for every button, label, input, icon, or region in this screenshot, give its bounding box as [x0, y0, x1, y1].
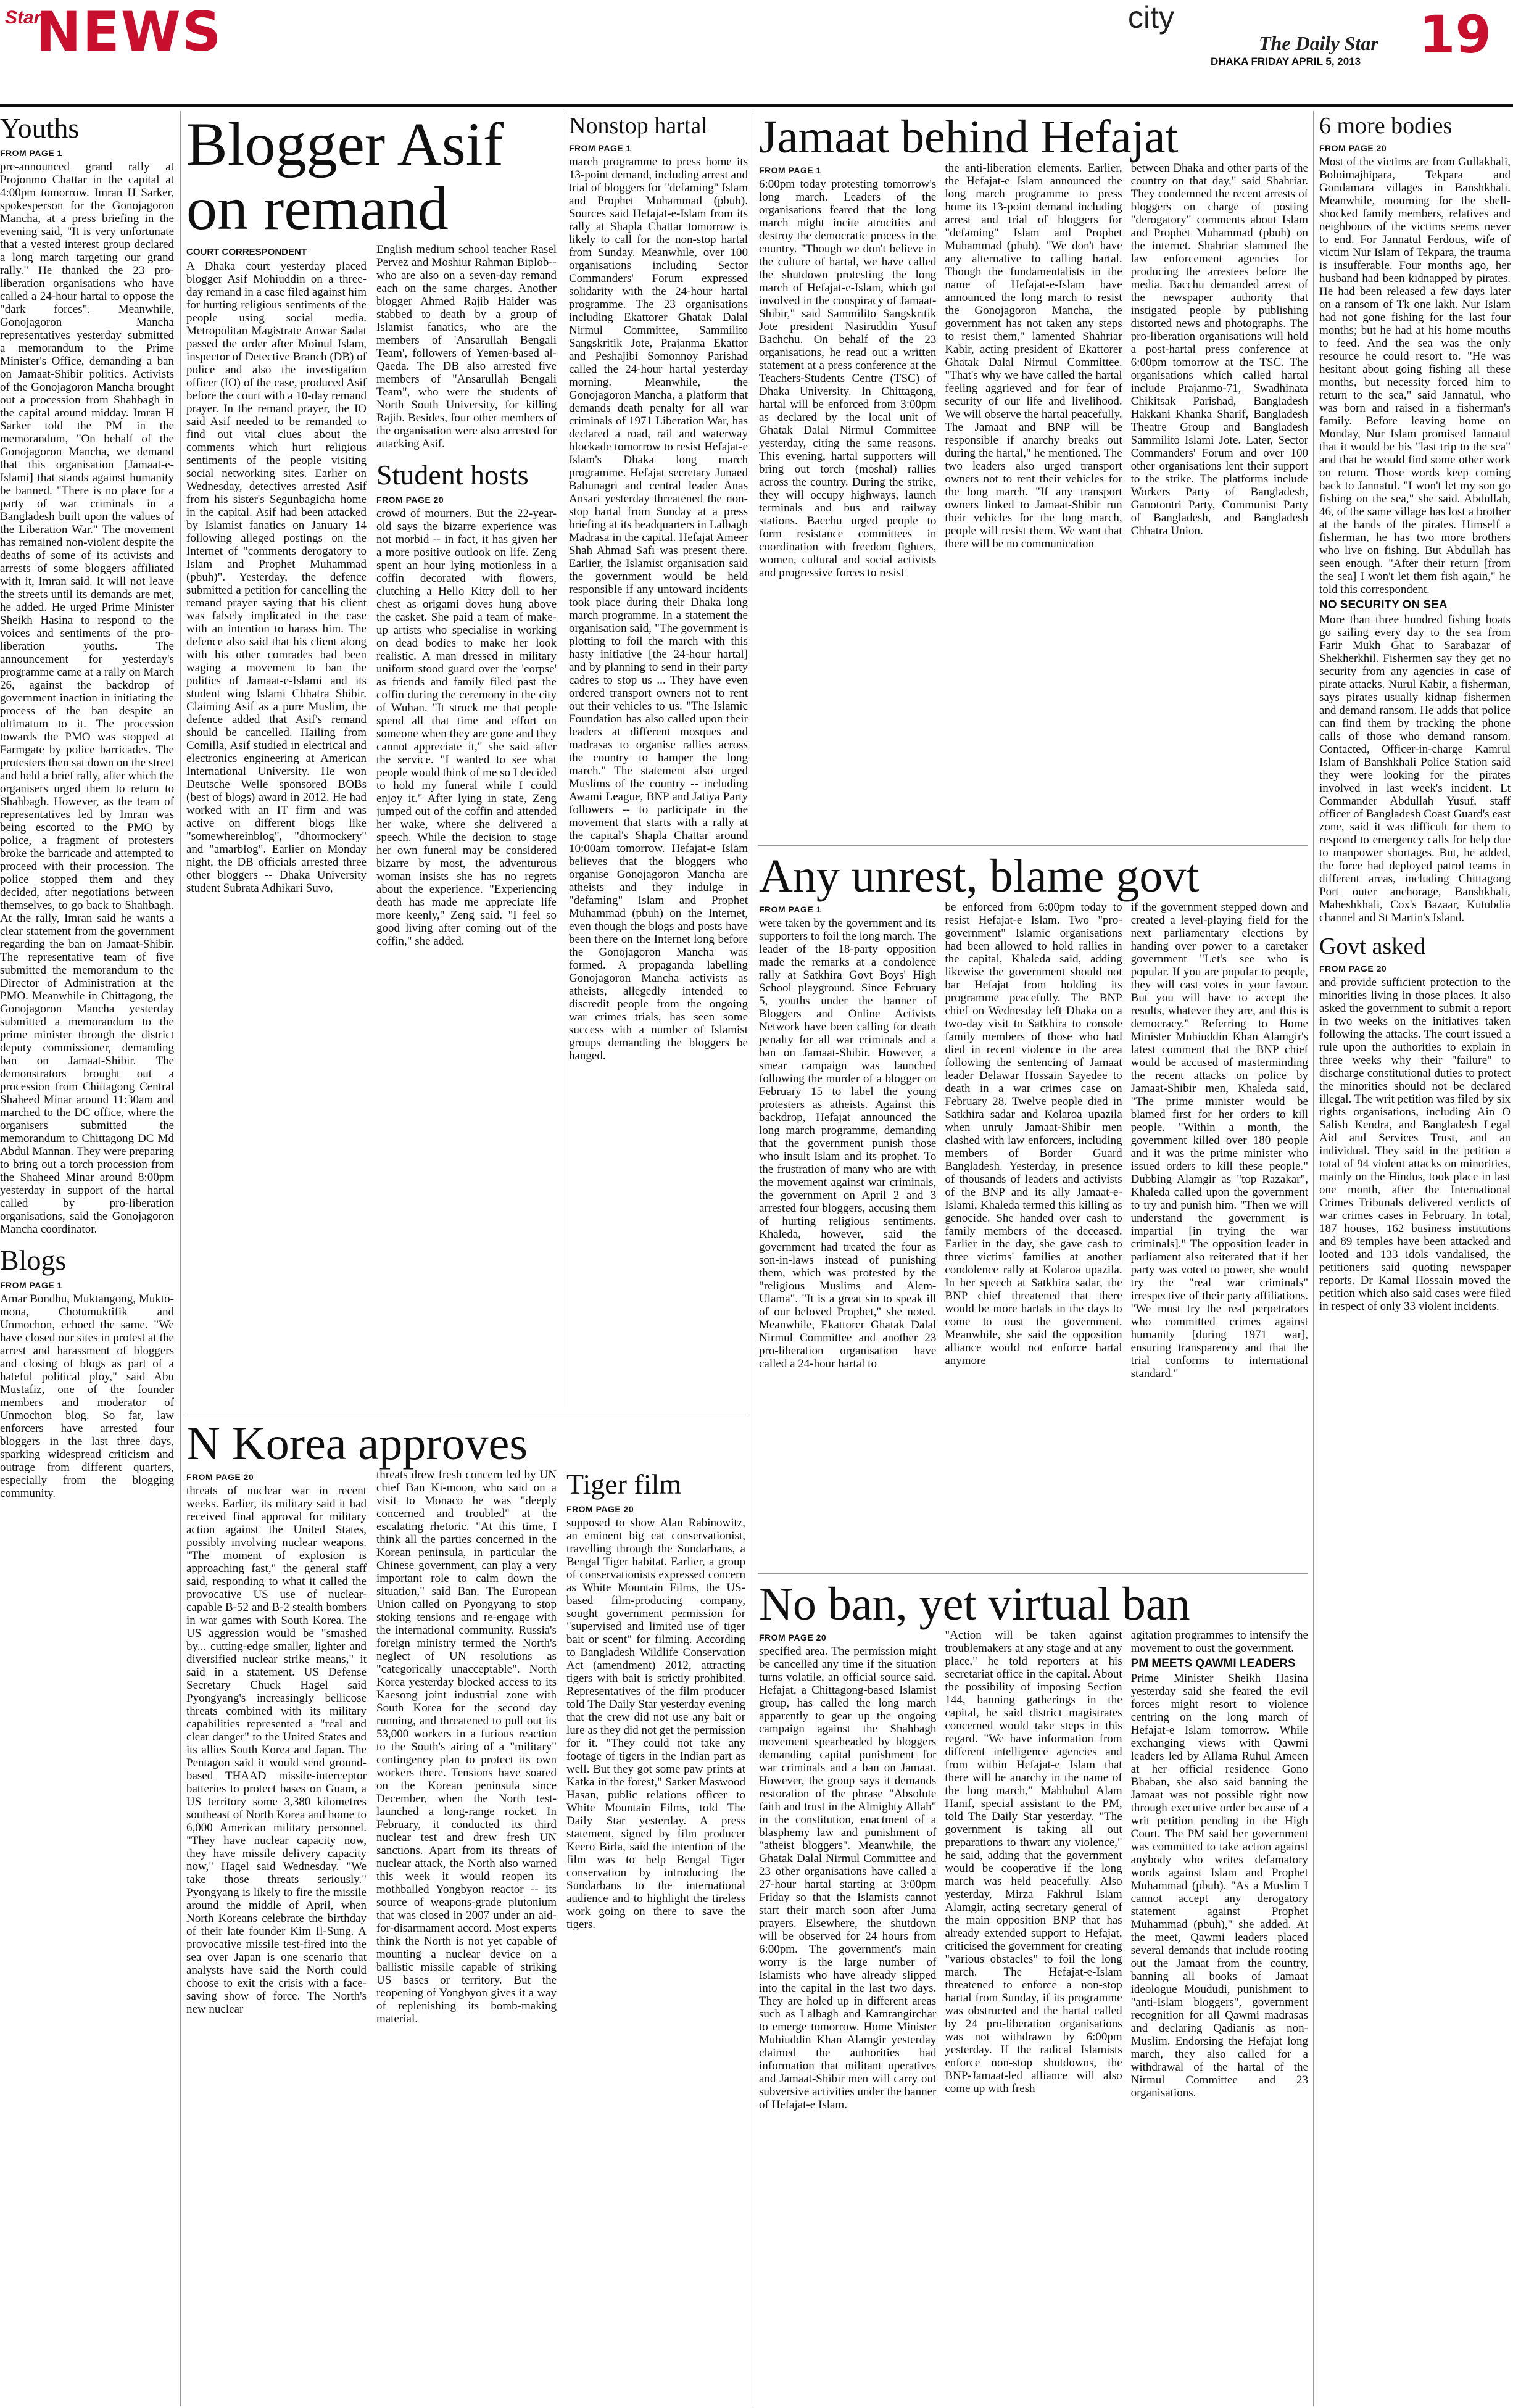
article-headline: N Korea approves	[186, 1419, 528, 1470]
article-headline: Blogs	[0, 1244, 67, 1276]
article-body: between Dhaka and other parts of the country on that day," said Shahriar. They condemned the recent arrests of bloggers on charge of posting "derogatory" comments about Islam and Prophet Muhammad (pbuh) on the internet. Shahriar slammed the law enforcement agencies for producing the arrestees before the media. Bacchu demanded arrest of the newspaper authority that instigated people by publishing distorted news and photographs. The pro-liberation organisations will hold a post-hartal press conference at 6:00pm tomorrow at the TSC. The organisations which called hartal include Prajanmo-71, Swadhinata Chikitsak Parishad, Bangladesh Hakkani Khanka Sharif, Bangladesh Theatre Group and Bangladesh Sammilito Islami Jote. Later, Sector Commanders' Forum and over 100 other organisations lent their support to the strike. The platforms include Workers Party of Bangladesh, Ganotontri Party, Communist Party of Bangladesh, and Bangladesh Chhatra Union.	[1130, 162, 1308, 537]
jamaat-article	[759, 112, 1308, 843]
article-body: threats drew fresh concern led by UN chief Ban Ki-moon, who said on a visit to Monaco he was "deeply concerned and troubled" at the escalating rhetoric. "At this time, I think all the parties concerned in the Korean peninsula, in particular the Chinese government, can play a very important role to calm down the situation," said Ban. The European Union called on Pyongyang to stop stoking tensions and re-engage with the international community. Russia's foreign ministry termed the North's neglect of UN resolutions as "categorically unacceptable". North Korea yesterday blocked access to its Kaesong joint industrial zone with South Korea for the second day running, and threatened to pull out its 53,000 workers in a furious reaction to the South's airing of a "military" contingency plan to protect its own workers there. Tensions have soared on the Korean peninsula since December, when the North test-launched a long-range rocket. In February, it conducted its third nuclear test and drew fresh UN sanctions. Apart from its threats of nuclear attack, the North also warned this week it would reopen its mothballed Yongbyon reactor -- its source of weapons-grade plutonium that was closed in 2007 under an aid-for-disarmament accord. Most experts think the North is not yet capable of mounting a nuclear device on a ballistic missile capable of striking US bases or territory. But the reopening of Yongbyon gives it a way of replenishing its bomb-making material.	[376, 1468, 557, 2025]
section-divider	[758, 1573, 1308, 1574]
article-body: agitation programmes to intensify the movement to oust the government.	[1130, 1629, 1308, 1655]
virtual-ban-article	[759, 1579, 1308, 2406]
page-number: 19	[1419, 4, 1491, 65]
article-body: Amar Bondhu, Muktangong, Mukto-mona, Chotumuktifik and Unmochon, echoed the same. "We have closed our sites in protest at the arrest and harassment of bloggers and closing of blogs as part of a hateful political ploy," said Abu Mustafiz, one of the founder members and moderator of Unmochon blog. So far, law enforcers have arrested four bloggers in the last three days, sparking widespread criticism and outrage from different quarters, especially from the blogging community.	[0, 1293, 174, 1500]
jump-label: FROM PAGE 1	[759, 165, 821, 175]
article-headline: Any unrest, blame govt	[759, 851, 1200, 902]
column-divider	[1313, 111, 1314, 2406]
subheading: PM MEETS QAWMI LEADERS	[1130, 1657, 1296, 1670]
article-body: Most of the victims are from Gullakhali, Boloimajhipara, Tekpara and Gondamara villages in Banshkhali. Meanwhile, mourning for the shell-shocked family members, relatives and neighbours of the victims seems never to end. For Jannatul Ferdous, wife of victim Nur Islam of Tekpara, the trauma is insufferable. Four months ago, her husband had been kidnapped by pirates. He had been released a few days later on a ransom of Tk one lakh. Nur Islam had not gone fishing for the last four months; but he had at his home mouths to feed. And the sea was the only resource he could resort to. "He was hesitant about going fishing all these months, but necessity forced him to return to the sea," said Jannatul, who was born and raised in a fisherman's family. Before leaving home on Monday, Nur Islam promised Jannatul that it would be his "last trip to the sea" and that he would find some other work on return. Those words keep coming back to Jannatul. "I won't let my son go fishing on the sea," she said. Abdullah, 46, of the same village has lost a brother at the hands of the pirates. Himself a fisherman, he has two more brothers who live on fishing. But Abdullah has seen enough. "After their return [from the sea] I won't let them fish again," he told this correspondent.	[1319, 155, 1511, 596]
dateline: DHAKA FRIDAY APRIL 5, 2013	[1211, 56, 1361, 67]
article-body: and provide sufficient protection to the minorities living in those places. It also asked the government to submit a report in two weeks on the initiatives taken following the attacks. The court issued a rule upon the authorities to explain in three weeks why their "failure" to discharge constitutional duties to protect the minorities should not be declared illegal. The writ petition was filed by six rights organisations, including Ain O Salish Kendra, and Bangladesh Legal Aid and Services Trust, and an individual. They said in the petition a total of 94 violent attacks on minorities, mainly on the Hindus, took place in last one month, after the International Crimes Tribunals delivered verdicts of war crimes cases in February. In total, 187 houses, 162 business institutions and 89 temples have been attacked and looted and 133 idols vandalised, the petitioners said quoting newspaper reports. Dr Kamal Hossain moved the petition which also said cases were filed in respect of only 33 violent incidents.	[1319, 976, 1511, 1313]
article-body: English medium school teacher Rasel Pervez and Moshiur Rahman Biplob-- who are also on a seven-day remand each on the same charges. Another blogger Ahmed Rajib Haider was stabbed to death by a group of Islamist fanatics, who are the members of 'Ansarullah Bengali Team', followers of Yemen-based al-Qaeda. The DB also arrested five members of "Ansarullah Bengali Team", who were the students of North South University, for killing Rajib. Besides, four other members of the organisation were also arrested for attacking Asif.	[376, 243, 557, 450]
article-headline: Youths	[0, 112, 80, 144]
article-body: More than three hundred fishing boats go sailing every day to the sea from Farir Mukh Ghat to Sarabazar of Shekherkhil. Fishermen say they get no security from any agencies in case of pirate attacks. Nurul Kabir, a fisherman, says pirates usually kidnap fishermen and demand ransom. He adds that police can find them by tracking the phone calls of those who demand ransom. Contacted, Officer-in-charge Kamrul Islam of Banshkhali Police Station said they were looking for the pirates involved in last week's incident. Lt Commander Abdullah Yusuf, staff officer of Bangladesh Coast Guard's east zone, said it was difficult for them to respond to emergency calls for help due to manpower shortages. But, he added, the force had deployed patrol teams in different areas, including Chittagong Port outer anchorage, Banshkhali, Maheshkhali, Cox's Bazaar, Kutubdia channel and St Martin's Island.	[1319, 613, 1511, 924]
jump-label: FROM PAGE 20	[759, 1632, 827, 1642]
asif-article	[186, 112, 557, 1408]
subheading: NO SECURITY ON SEA	[1319, 598, 1448, 611]
article-body: march programme to press home its 13-point demand, including arrest and trial of bloggers for "defaming" Islam and Prophet Muhammad (pbuh). Sources said Hefajat-e-Islam from its rally at Shapla Chattar tomorrow is likely to call for the non-stop hartal from Sunday. Meanwhile, over 100 organisations including Sector Commanders' Forum expressed solidarity with the 24-hour hartal programme. The 23 organisations including Ekattorer Ghatak Dalal Nirmul Committee, Sammilito Sangskritik Jote, Prajanma Ekattor and Peshajibi Somonnoy Parishad called the 24-hour hartal yesterday morning. Meanwhile, the Gonojagoron Mancha, a platform that demands death penalty for all war criminals of 1971 Liberation War, has declared a road, rail and waterway blockade tomorrow to resist Hefajat-e Islam's Dhaka long march programme. Hefajat secretary Junaed Babunagri and central leader Anas Ansari yesterday threatened the non-stop hartal from Sunday at a press briefing at its headquarters in Lalbagh Madrasa in the capital. Hefajat Ameer Shah Ahmad Safi was present there. Earlier, the Islamist organisation said the government would be held responsible if any untoward incidents took place during their Dhaka long march programme. In a statement the organisation said, "The government is plotting to foil the march with this hasty initiative [the 24-hour hartal] and by planning to send in their party cadres to stop us ... They have even ordered transport owners not to rent out their vehicles to us. "The Islamic Foundation has also called upon their leaders at different mosques and madrasas to organise rallies across the country to hamper the long march." The statement also urged Muslims of the country -- including Awami League, BNP and Jatiya Party followers -- to participate in the movement that starts with a rally at the capital's Shapla Chattar around 10:00am tomorrow. Hefajat-e Islam believes that the bloggers who organise Gonojagoron Mancha are atheists and they indulge in "defaming" Islam and Prophet Muhammad (pbuh) on the Internet, even though the blogs and posts have been there on the Internet long before the Gonojagoron Mancha was formed. A propaganda labelling Gonojagoron Mancha activists as atheists, allegedly intended to discredit people from the ongoing war crimes trials, has seen some success with a number of Islamist groups demanding the bloggers be hanged.	[569, 155, 748, 1062]
article-body: pre-announced grand rally at Projonmo Chattar in the capital at 4:00pm tomorrow. Imran H Sarker, spokesperson for the Gonojagoron Mancha, at a press briefing in the evening said, "It is very unfortunate that a vested interest group declared a long march targeting our grand rally." He thanked the 23 pro-liberation organisations who have called a 24-hour hartal to oppose the "dark forces". Meanwhile, Gonojagoron Mancha representatives yesterday submitted a memorandum to the Prime Minister's Office, demanding a ban on Jamaat-Shibir politics. Activists of the Gonojagoron Mancha brought out a procession from Shahbagh in the capital around midday. Imran H Sarker told the PM in the memorandum, "On behalf of the Gonojagoron Mancha, we demand that this organisation [Jamaat-e-Islami] that stands against humanity be banned. "There is no place for a party of war criminals in a Bangladesh built upon the values of the Liberation War." The movement has remained non-violent despite the deaths of some of its activists and arrests of some bloggers affiliated with it, Imran said. It will not leave the streets until its demands are met, he added. He urged Prime Minister Sheikh Hasina to respond to the voices and sentiments of the pro-liberation youths. The announcement for yesterday's programme came at a rally on March 26, against the backdrop of government inaction in initiating the process of the ban despite an ultimatum to it. The procession towards the PMO was stopped at Farmgate by police barricades. The protesters then sat down on the street and held a brief rally, after which the organisers urged them to return to Shahbagh. However, as the team of representatives led by Imran was being escorted to the PMO by police, a fragment of protesters broke the barricade and attempted to proceed with their procession. The police stopped them and they decided, after negotiations between themselves, to go back to Shahbagh. At the rally, Imran said he wants a clear statement from the government regarding the ban on Jamaat-Shibir. The representative team of five submitted the memorandum to the Director of Administration at the PMO. Meanwhile in Chittagong, the Gonojagoron Mancha yesterday submitted a memorandum to the prime minister through the district deputy commissioner, demanding ban on Jamaat-Shibir. The demonstrators brought out a procession from Chittagong Central Shaheed Minar around 11:30am and marched to the DC office, where the organisers submitted the memorandum to Chittagong DC Md Abdul Mannan. They were preparing to bring out a torch procession from the Shaheed Minar around 8:00pm yesterday in support of the hartal called by pro-liberation organisations, said the Gonojagoron Mancha coordinator.	[0, 160, 174, 1236]
article-headline: Nonstop hartal	[569, 113, 708, 139]
section-title: NEWS	[36, 0, 223, 64]
city-section-label: city	[1128, 0, 1174, 35]
article-headline: Tiger film	[566, 1468, 682, 1500]
article-headline: No ban, yet virtual ban	[759, 1579, 1190, 1630]
masthead	[0, 0, 1513, 68]
article-headline: Student hosts	[376, 459, 529, 490]
article-body: crowd of mourners. But the 22-year-old says the bizarre experience was not morbid -- in fact, it has given her a more positive outlook on life. Zeng spent an hour lying motionless in a coffin decorated with flowers, clutching a Hello Kitty doll to her chest as origami doves hung above the casket. She paid a team of make-up artists who specialise in working on dead bodies to make her look realistic. A man dressed in military uniform stood guard over the 'corpse' as friends and family filed past the coffin during the ceremony in the city of Wuhan. "It struck me that people spend all that time and effort on someone when they are gone and they cannot appreciate it," she said after the service. "I wanted to see what people would think of me so I decided to hold my funeral while I could enjoy it." After lying in state, Zeng jumped out of the coffin and attended her wake, where she delivered a speech. While the decision to stage her own funeral may be considered bizarre by most, the adventurous woman insists she has no regrets about the experience. "Experiencing death has made me appreciate life more keenly," Zeng said. "I feel so good living after coming out of the coffin," she added.	[376, 507, 557, 948]
article-headline: Jamaat behind Hefajat	[759, 112, 1179, 163]
jump-label: FROM PAGE 20	[376, 495, 444, 505]
jump-label: FROM PAGE 20	[1319, 143, 1387, 153]
article-body: were taken by the government and its supporters to foil the long march. The leader of the 18-party opposition made the remarks at a condolence rally at Satkhira Govt Boys' High School playground. Since February 5, youths under the banner of Bloggers and Online Activists Network have been calling for death penalty for all war criminals and a ban on Jamaat-Shibir. However, a smear campaign was launched following the murder of a blogger on February 15 to label the young protesters as atheists. Against this backdrop, Hefajat announced the long march programme, demanding that the government punish those who insult Islam and its prophet. To the frustration of many who are with the movement against war criminals, the government on April 2 and 3 arrested four bloggers, accusing them of hurting religious sentiments. Khaleda, however, said the government had treated the four as son-in-laws instead of punishing them, which was protested by the "religious Muslims and Alem-Ulama". "It is a great sin to speak ill of our beloved Prophet," she noted. Meanwhile, Ekattorer Ghatak Dalal Nirmul Committee and another 23 pro-liberation organisation have called a 24-hour hartal to	[759, 917, 937, 1370]
jump-label: FROM PAGE 20	[186, 1472, 254, 1482]
byline: COURT CORRESPONDENT	[186, 247, 307, 257]
article-headline: Govt asked	[1319, 933, 1426, 959]
article-body: be enforced from 6:00pm today to resist Hefajat-e Islam. Two "pro-government" Islamic organisations had been allowed to hold rallies in the capital, Khaleda said, adding likewise the government should not bar Hefajat from holding its programme peacefully. The BNP chief on Wednesday left Dhaka on a two-day visit to Satkhira to console family members of those who had died in recent violence in the area following the sentencing of Jamaat leader Delawar Hossain Sayedee to death in a war crimes case on February 28. Twelve people died in Satkhira sadar and Kolaroa upazila when unruly Jamaat-Shibir men clashed with law enforcers, including members of Border Guard Bangladesh. Yesterday, in presence of thousands of leaders and activists of the BNP and its ally Jamaat-e-Islami, Khaleda termed this killing as genocide. She handed over cash to family members of the deceased. Earlier in the day, she gave cash to three victims' families at another condolence rally at Kolaroa upazila. In her speech at Satkhira sadar, the BNP chief threatened that there would be more hartals in the days to come to oust the government. Meanwhile, she said the opposition alliance would not enforce hartal anymore	[945, 901, 1122, 1367]
jump-label: FROM PAGE 20	[566, 1504, 634, 1514]
section-divider	[758, 845, 1308, 846]
article-body: supposed to show Alan Rabinowitz, an eminent big cat conservationist, travelling through the Sundarbans, a Bengal Tiger habitat. Earlier, a group of conservationists expressed concern as White Mountain Films, the US-based film-producing company, sought government permission for "supervised and limited use of tiger bait or scent" for filming. According to Bangladesh Wildlife Conservation Act (amendment) 2012, attracting tigers with bait is strictly prohibited. Representatives of the film producer told The Daily Star yesterday evening that the crew did not use any bait or lure as they did not get the permission for it. "They could not take any footage of tigers in the Indian part as well. But they got some paw prints at Katka in the forest," Sarker Maswood Hasan, public relations officer to White Mountain Films, told The Daily Star yesterday. A press statement, signed by film producer Keero Birla, said the intention of the film was to help Bengal Tiger conservation by introducing the Sundarbans to the international audience and to highlight the tireless work going on there to save the tigers.	[566, 1516, 745, 1931]
article-body: Prime Minister Sheikh Hasina yesterday said she feared the evil forces might resort to violence centring on the long march of Hefajat-e Islam tomorrow. While exchanging views with Qawmi leaders led by Allama Ruhul Ameen at her official residence Gono Bhaban, she also said banning the Jamaat was not possible right now through executive order because of a writ petition pending in the High Court. The PM said her government was committed to take action against anybody who writes defamatory words against Islam and Prophet Muhammad (pbuh). "As a Muslim I cannot accept any derogatory statement against Prophet Muhammad (pbuh)," she added. At the meet, Qawmi leaders placed several demands that include rooting out the Jamaat from the country, banning all books of Jamaat ideologue Moududi, punishment to "anti-Islam bloggers", government recognition for all Qawmi madrasas and declaring Qadianis as non-Muslim. Endorsing the Hefajat long march, they also called for a withdrawal of the hartal of the Nirmul Committee and 23 organisations.	[1130, 1672, 1308, 2100]
star-logo: Star	[5, 7, 41, 28]
korea-article	[186, 1419, 748, 2406]
article-headline: 6 more bodies	[1319, 113, 1453, 139]
six-more-bodies-article	[1319, 112, 1511, 2406]
article-body: 6:00pm today protesting tomorrow's long march. Leaders of the organisations feared that the long march might incite atrocities and destroy the democratic process in the country. "Though we don't believe in the culture of hartal, we have called the shutdown protesting the long march of Hefajat-e-Islam, which got involved in the conspiracy of Jamaat-Shibir," said Sammilito Sangskritik Jote president Nasiruddin Yusuf Bachchu. On behalf of the 23 organisations, he read out a written statement at a press conference at the Teachers-Students Centre (TSC) of Dhaka University. In Chittagong, hartal will be enforced from 3:00pm as declared by the local unit of Ghatak Dalal Nirmul Committee yesterday, citing the same reasons. This evening, hartal supporters will bring out torch (moshal) rallies across the country. During the strike, they will occupy highways, launch terminals and bus and railway stations. Bacchu urged people to form resistance committees in coordination with freedom fighters, women, cultural and social activists and progressive forces to resist	[759, 178, 937, 579]
jump-label: FROM PAGE 1	[569, 143, 631, 153]
nonstop-article	[569, 112, 748, 1408]
masthead-rule	[0, 104, 1513, 107]
column-divider	[180, 111, 181, 2406]
article-body: if the government stepped down and created a level-playing field for the next parliamentary elections by handing over power to a caretaker government "Let's see who is popular. If you are popular to people, they will cast votes in your favour. But you will have to accept the results, whatever they are, and this is democracy." Referring to Home Minister Muhiuddin Khan Alamgir's latest comment that the BNP chief would be accused of masterminding the recent attacks on police by Jamaat-Shibir men, Khaleda said, "The prime minister would be blamed first for her orders to kill people. "Within a month, the government killed over 180 people and it was the prime minister who issued orders to kill these people." Dubbing Alamgir as "top Razakar", Khaleda called upon the government to try and punish him. "Then we will understand the government is impartial [in trying the war criminals]." The opposition leader in parliament also reiterated that if her party was voted to power, she would try the "real war criminals" irrespective of their party affiliations. "We must try the real perpetrators who committed crimes against humanity [during 1971 war], ensuring transparency and that the trial conforms to international standard."	[1130, 901, 1308, 1380]
article-body: specified area. The permission might be cancelled any time if the situation turns volatile, an official source said. Hefajat, a Chittagong-based Islamist group, has called the long march apparently to gear up the ongoing campaign against the Shahbagh movement spearheaded by bloggers demanding capital punishment for war criminals and a ban on Jamaat. However, the group says it demands restoration of the phrase "Absolute faith and trust in the Almighty Allah" in the constitution, enactment of a blasphemy law and punishment of "atheist bloggers". Meanwhile, the Ghatak Dalal Nirmul Committee and 23 other organisations have called a 27-hour hartal starting at 3:00pm Friday so that the Islamists cannot start their march soon after Juma prayers. Elsewhere, the shutdown will be observed for 24 hours from 6:00pm. The government's main worry is the large number of Islamists who have already slipped into the capital in the last two days. They are holed up in different areas such as Lalbagh and Kamrangirchar to emerge tomorrow. Home Minister Muhiuddin Khan Alamgir yesterday claimed the authorities had information that militant operatives and Jamaat-Shibir men will carry out subversive activities under the banner of Hefajat-e Islam.	[759, 1645, 937, 2111]
article-body: A Dhaka court yesterday placed blogger Asif Mohiuddin on a three-day remand in a case filed against him for hurting religious sentiments of the people using social media. Metropolitan Magistrate Anwar Sadat passed the order after Moinul Islam, inspector of Detective Branch (DB) of police and also the investigation officer (IO) of the case, produced Asif before the court with a 10-day remand prayer. In the remand prayer, the IO said Asif needed to be remanded to find out vital clues about the comments which hurt religious sentiments of the people visiting social networking sites. Earlier on Wednesday, detectives arrested Asif from his sister's Segunbagicha home in the capital. Asif had been attacked by Islamist fanatics on January 14 following alleged postings on the Internet of "comments derogatory to Islam and Prophet Muhammad (pbuh)". Yesterday, the defence submitted a petition for cancelling the remand prayer saying that his client was falsely implicated in the case with an intention to harass him. The defence also said that his client along with his other comrades had been waging a movement to ban the politics of Jamaat-e-Islami and its student wing Islami Chhatra Shibir. Claiming Asif as a pure Muslim, the defence added that Asif's remand should be cancelled. Hailing from Comilla, Asif studied in electrical and electronics engineering at American International University. He won Deutsche Welle sponsored BOBs (best of blogs) award in 2012. He had worked with an IT firm and was active on different blogs like "somewhereinblog", "dhormockery" and "amarblog". Earlier on Monday night, the DB officials arrested three other bloggers -- Dhaka University student Subrata Adhikari Suvo,	[186, 260, 367, 895]
jump-label: FROM PAGE 1	[0, 148, 62, 158]
jump-label: FROM PAGE 20	[1319, 964, 1387, 974]
unrest-article	[759, 851, 1308, 1570]
paper-name: The Daily Star	[1259, 32, 1378, 54]
article-body: "Action will be taken against troublemakers at any stage and at any place," he told reporters at his secretariat office in the capital. About the possibility of imposing Section 144, banning gatherings in the capital, he said district magistrates concerned would take steps in this regard. "We have information from different intelligence agencies and from within Hefajat-e Islam that there will be anarchy in the name of the long march," Mahbubul Alam Hanif, special assistant to the PM, told The Daily Star yesterday. "The government is taking all out preparations to thwart any violence," he said, adding that the government would be cooperative if the long march was held peacefully. Also yesterday, Mirza Fakhrul Islam Alamgir, acting secretary general of the main opposition BNP that has already extended support to Hefajat, criticised the government for creating "various obstacles" to foil the long march. The Hefajat-e-Islam threatened to enforce a non-stop hartal from Sunday, if its programme was obstructed and the hartal called by 24 pro-liberation organisations was not withdrawn by 6:00pm yesterday. If the radical Islamists enforce non-stop shutdowns, the BNP-Jamaat-led alliance will also come up with fresh	[945, 1629, 1122, 2095]
jump-label: FROM PAGE 1	[0, 1280, 62, 1290]
jump-label: FROM PAGE 1	[759, 904, 821, 914]
article-body: threats of nuclear war in recent weeks. Earlier, its military said it had received final approval for military action against the United States, possibly involving nuclear weapons. "The moment of explosion is approaching fast," the general staff said, responding to what it called the provocative US use of nuclear-capable B-52 and B-2 stealth bombers in war games with South Korea. The US aggression would be "smashed by... cutting-edge smaller, lighter and diversified nuclear strike means," it said in a statement. US Defense Secretary Chuck Hagel said Pyongyang's increasingly bellicose threats combined with its military capabilities represented a "real and clear danger" to the United States and its allies South Korea and Japan. The Pentagon said it would send ground-based THAAD missile-interceptor batteries to protect bases on Guam, a US territory some 3,380 kilometres southeast of North Korea and home to 6,000 American military personnel. "They have nuclear capacity now, they have missile delivery capacity now," Hagel said Wednesday. "We take those threats seriously." Pyongyang is likely to fire the missile around the middle of April, when North Koreans celebrate the birthday of their late founder Kim Il-Sung. A provocative missile test-fired into the sea over Japan is one scenario that analysts have said the North could choose to exit the crisis with a face-saving show of force. The North's new nuclear	[186, 1484, 367, 2016]
article-headline: Blogger Asif on remand	[186, 112, 504, 242]
article-body: the anti-liberation elements. Earlier, the Hefajat-e Islam announced the long march programme to press home its 13-point demand including arrest and trial of bloggers for "defaming" Islam and Prophet Muhammad (pbuh). "We don't have any alternative to calling hartal. Though the fundamentalists in the name of Hefajat-e-Islam have announced the long march to resist the Gonojagoron Mancha, the government has not taken any steps to resist them," lamented Shahriar Kabir, acting president of Ekattorer Ghatak Dalal Nirmul Committee. "That's why we have called the hartal feeling aggrieved and for fear of security of our life and livelihood. We will observe the hartal peacefully. The Jamaat and BNP will be responsible if anarchy breaks out during the hartal," he mentioned. The two leaders also urged transport owners not to rent their vehicles for the long march. "If any transport owners linked to Jamaat-Shibir run their vehicles for the long march, people will resist them. We want that there will be no communication	[945, 162, 1122, 550]
youths-article	[0, 112, 174, 2406]
